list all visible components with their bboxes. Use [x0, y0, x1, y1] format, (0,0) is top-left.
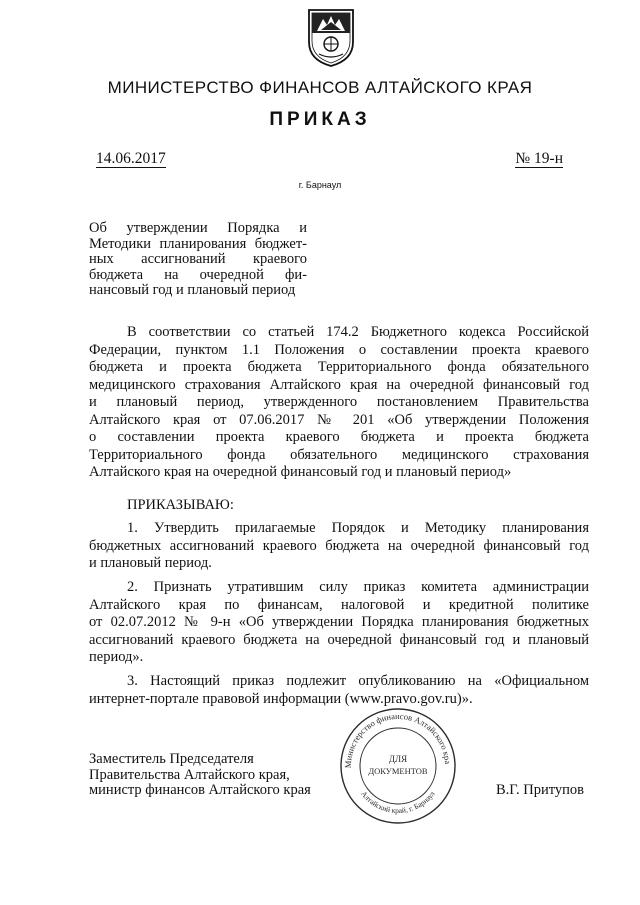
text-line: 3. Настоящий приказ подлежит опубликованию на «Официальном: [127, 673, 589, 689]
document-type: ПРИКАЗ: [269, 109, 371, 130]
signer-line: Правительства Алтайского края,: [89, 766, 290, 783]
text-line: бюджетных ассигнований краевого бюджета на очередной финансовый год: [89, 537, 589, 554]
text-line: интернет-портале правовой информации (www.pravo.gov.ru)».: [89, 690, 473, 707]
subject-line: нансовый год и плановый период: [89, 282, 296, 298]
subject-line: Об утверждении Порядка и: [89, 220, 307, 236]
document-subject: [89, 221, 307, 299]
official-stamp: [338, 706, 458, 826]
stamp-center-line2: ДОКУМЕНТОВ: [368, 766, 428, 776]
text-line: Федерации, пунктом 1.1 Положения о составлении проекта краевого: [89, 341, 589, 358]
signer-name: В.Г. Притупов: [496, 782, 585, 798]
stamp-ring-text: Министерство финансов Алтайского кра: [342, 710, 453, 769]
text-line: и плановый период, утвержденного постановлением Правительства: [89, 394, 589, 410]
text-line: Алтайского края на очередной финансовый год и плановый период»: [89, 464, 512, 480]
order-item-1: [89, 520, 589, 573]
document-date: 14.06.2017: [96, 150, 166, 167]
text-line: 2. Признать утратившим силу приказ комитета администрации: [127, 579, 589, 595]
text-line: период».: [89, 649, 144, 665]
ministry-title: МИНИСТЕРСТВО ФИНАНСОВ АЛТАЙСКОГО КРАЯ: [107, 78, 533, 97]
order-item-2: [89, 579, 589, 667]
text-line: Территориального фонда обязательного медицинского страхования: [89, 446, 589, 463]
subject-line: бюджета на очередной фи-: [89, 266, 307, 283]
text-line: медицинского страхования Алтайского края на очередной финансовый год: [89, 376, 589, 393]
text-line: ассигнований краевого бюджета на очередной финансовый год и плановый: [89, 631, 589, 648]
stamp-ring-text-bottom: Алтайский край, г. Барнаул: [359, 789, 437, 816]
signer-line: Заместитель Председателя: [89, 751, 254, 767]
text-line: и плановый период.: [89, 555, 212, 571]
text-line: Алтайского края по финансам, налоговой и кредитной политике: [89, 596, 589, 613]
text-line: Алтайского края от 07.06.2017 № 201 «Об утверждении Положения: [89, 411, 589, 428]
signer-line: министр финансов Алтайского края: [89, 782, 311, 798]
document-number: № 19-н: [515, 150, 563, 167]
text-line: от 02.07.2012 № 9-н «Об утверждении Порядка планирования бюджетных: [89, 614, 589, 630]
text-line: бюджета и проекта бюджета Территориального фонда обязательного: [89, 359, 589, 375]
coat-of-arms-icon: [305, 6, 357, 68]
subject-line: ных ассигнований краевого: [89, 251, 307, 267]
signer-position: [89, 752, 311, 799]
order-item-3: [89, 673, 589, 708]
text-line: о составлении проекта краевого бюджета и проекта бюджета: [89, 429, 589, 445]
text-line: В соответствии со статьей 174.2 Бюджетного кодекса Российской: [127, 324, 589, 340]
document-city: г. Барнаул: [298, 180, 342, 190]
order-word: ПРИКАЗЫВАЮ:: [127, 497, 234, 513]
stamp-center-line1: ДЛЯ: [388, 754, 408, 764]
subject-line: Методики планирования бюджет-: [89, 235, 307, 252]
text-line: 1. Утвердить прилагаемые Порядок и Методику планирования: [127, 520, 589, 536]
preamble-paragraph: [89, 324, 589, 482]
